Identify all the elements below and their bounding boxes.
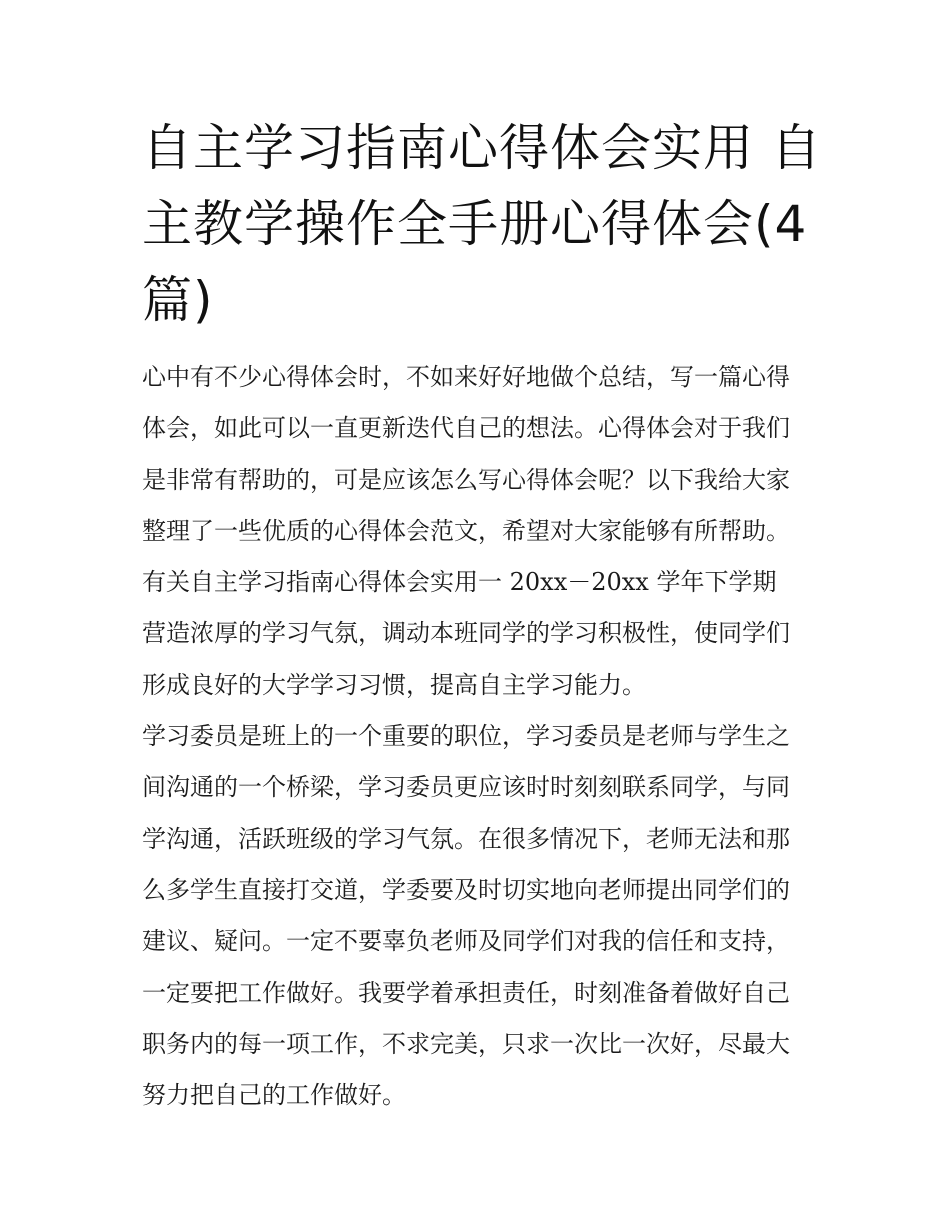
body-line: 心中有不少心得体会时，不如来好好地做个总结，写一篇心得: [142, 363, 790, 391]
body-line: 间沟通的一个桥梁，学习委员更应该时时刻刻联系同学，与同: [142, 773, 790, 802]
body-line: 有关自主学习指南心得体会实用一 20xx－20xx 学年下学期: [142, 568, 777, 597]
body-line: 学习委员是班上的一个重要的职位，学习委员是老师与学生之: [142, 722, 790, 751]
body-line: 职务内的每一项工作，不求完美，只求一次比一次好，尽最大: [142, 1029, 790, 1058]
body-line: 么多学生直接打交道，学委要及时切实地向老师提出同学们的: [142, 875, 790, 904]
document-title: 自主学习指南心得体会实用 自主教学操作全手册心得体会(4篇): [142, 119, 822, 329]
body-line: 形成良好的大学学习习惯，提高自主学习能力。: [142, 670, 646, 699]
body-line: 建议、疑问。一定不要辜负老师及同学们对我的信任和支持，: [142, 927, 790, 956]
document-body: [142, 352, 822, 1121]
body-line: 整理了一些优质的心得体会范文，希望对大家能够有所帮助。: [142, 516, 790, 545]
body-line: 营造浓厚的学习气氛，调动本班同学的学习积极性，使同学们: [142, 619, 790, 648]
body-line: 一定要把工作做好。我要学着承担责任，时刻准备着做好自己: [142, 978, 790, 1007]
body-line: 体会，如此可以一直更新迭代自己的想法。心得体会对于我们: [142, 414, 790, 443]
body-line: 努力把自己的工作做好。: [142, 1081, 406, 1110]
body-line: 学沟通，活跃班级的学习气氛。在很多情况下，老师无法和那: [142, 824, 790, 853]
body-line: 是非常有帮助的，可是应该怎么写心得体会呢？以下我给大家: [142, 465, 790, 494]
